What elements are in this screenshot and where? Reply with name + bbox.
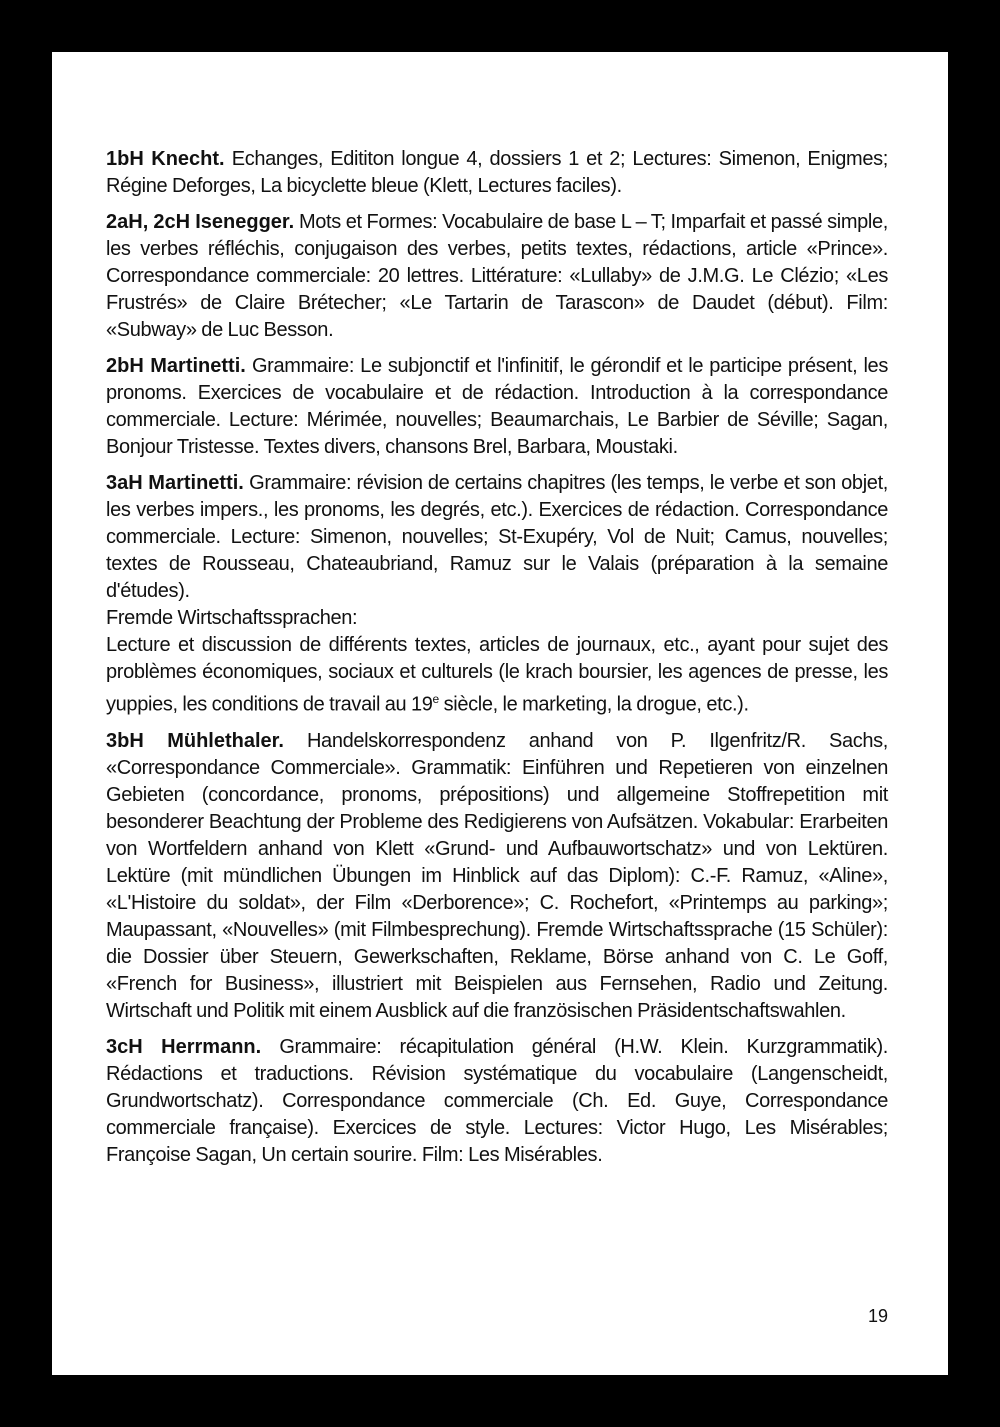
document-page [52,52,948,1375]
class-description: Grammaire: révision de certains chapitres (les temps, le verbe et son objet, les verbes impers., les pronoms, les degrés, etc.). Exercices de rédaction. Correspondance commerciale. Lecture: Simenon, nouvelles; St-Exupéry, Vol de Nuit; Camus, nouvelles; textes de Rousseau, Chateaubriand, Ramuz sur le Valais (préparation à la semaine d'études). [106,472,888,602]
class-heading: 2aH, 2cH Isenegger. [106,211,295,233]
class-description: Grammaire: récapitulation général (H.W. Klein. Kurzgrammatik). Rédactions et traductions. Révision systématique du vocabulaire (Langenscheidt, Grundwortschatz). Correspondance commerciale (Ch. Ed. Guye, Correspondance commerciale française). Exercices de style. Lectures: Victor Hugo, Les Misérables; Françoise Sagan, Un certain sourire. Film: Les Misérables. [106,1035,888,1166]
class-description: Grammaire: Le subjonctif et l'infinitif, le gérondif et le participe présent, les pronoms. Exercices de vocabulaire et de rédaction. Introduction à la correspondance commerciale. Lecture: Mérimée, nouvelles; Beaumarchais, Le Barbier de Séville; Sagan, Bonjour Tristesse. Textes divers, chansons Brel, Barbara, Moustaki. [106,355,888,458]
class-entry-3bh [106,728,888,1025]
page-number: 19 [867,1306,888,1326]
class-entry-3ch [106,1034,888,1169]
class-entry-2ah-2ch [106,209,888,344]
class-heading: 3cH Herrmann. [106,1035,262,1058]
class-entry-3ah [106,470,888,719]
document-body [106,146,888,1178]
superscript: e [432,692,439,706]
subsection-title: Fremde Wirtschaftssprachen: [106,607,358,629]
class-entry-2bh [106,353,888,461]
subsection-description: Lecture et discussion de différents textes, articles de journaux, etc., ayant pour sujet des problèmes économiques, sociaux et culturels (le krach boursier, les agences de presse, les yuppies, les conditions de travail au 19e siècle, le marketing, la drogue, etc.). [106,634,888,716]
class-description: Echanges, Edititon longue 4, dossiers 1 et 2; Lectures: Simenon, Enigmes; Régine Deforges, La bicyclette bleue (Klett, Lectures faciles). [106,148,889,197]
class-description: Handelskorrespondenz anhand von P. Ilgenfritz/R. Sachs, «Correspondance Commerciale». Grammatik: Einführen und Repetieren von einzelnen Gebieten (concordance, pronoms, prépositions) und allgemeine Stoffrepetition mit besonderer Beachtung der Probleme des Redigierens von Aufsätzen. Vokabular: Erarbeiten von Wortfeldern anhand von Klett «Grund- und Aufbauwortschatz» und von Lektüren. Lektüre (mit mündlichen Übungen im Hinblick auf das Diplom): C.-F. Ramuz, «Aline», «L'Histoire du soldat», der Film «Derborence»; C. Rochefort, «Printemps au parking»; Maupassant, «Nouvelles» (mit Filmbesprechung). Fremde Wirtschaftssprache (15 Schüler): die Dossier über Steuern, Gewerkschaften, Reklame, Börse anhand von C. Le Goff, «French for Business», illustriert mit Beispielen aus Fernsehen, Radio und Zeitung. Wirtschaft und Politik mit einem Ausblick auf die französischen Präsidentschaftswahlen. [106,729,889,1022]
class-heading: 1bH Knecht. [106,148,225,170]
class-heading: 2bH Martinetti. [106,355,246,377]
class-heading: 3aH Martinetti. [106,472,244,494]
class-entry-1bh [106,146,888,200]
class-heading: 3bH Mühlethaler. [106,729,284,752]
class-description: Mots et Formes: Vocabulaire de base L – T; Imparfait et passé simple, les verbes réfléchis, conjugaison des verbes, petits textes, rédactions, article «Prince». Correspondance commerciale: 20 lettres. Littérature: «Lullaby» de J.M.G. Le Clézio; «Les Frustrés» de Claire Brétecher; «Le Tartarin de Tarascon» de Daudet (début). Film: «Subway» de Luc Besson. [106,211,888,341]
